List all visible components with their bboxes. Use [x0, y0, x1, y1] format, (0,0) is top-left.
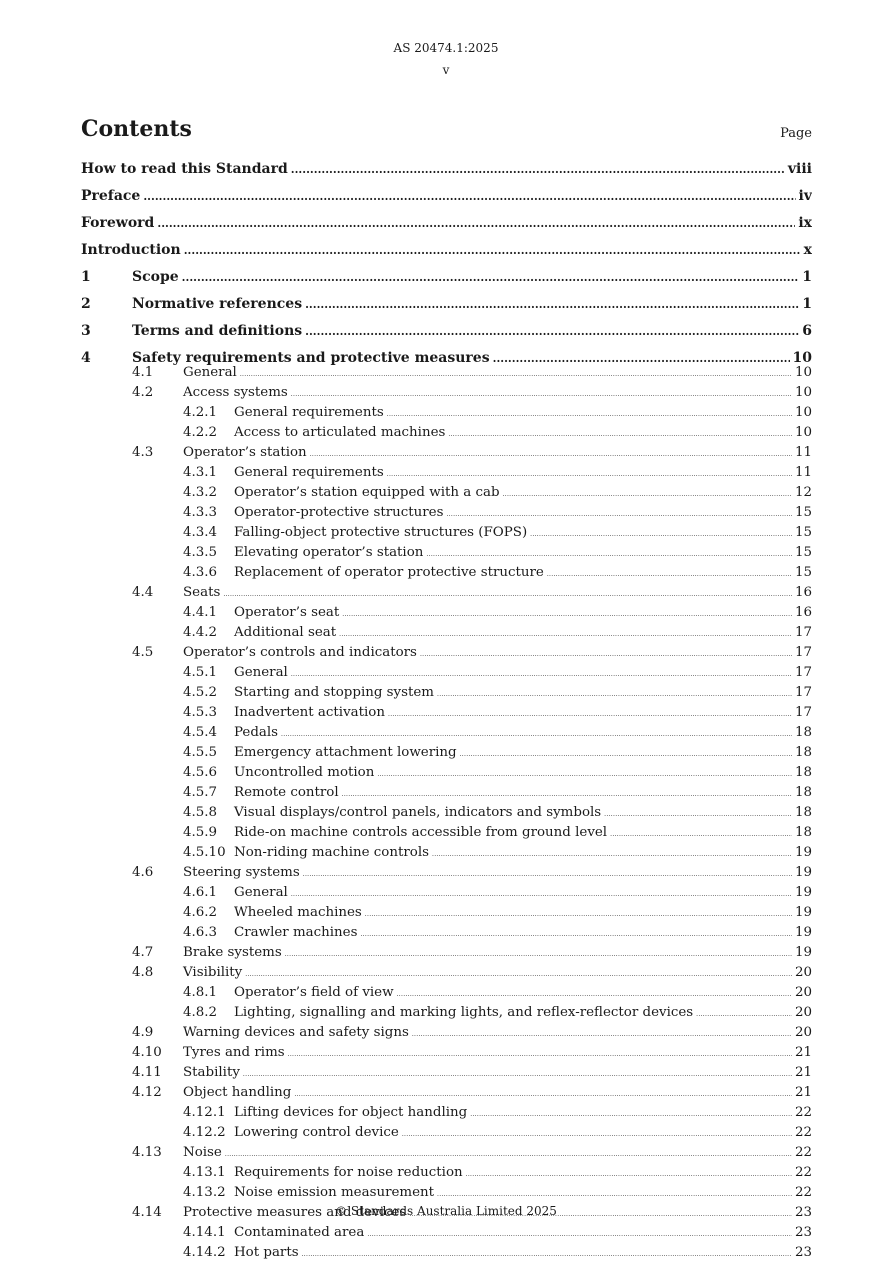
toc-entry-page: 18 [794, 745, 812, 760]
dot-leader [240, 364, 792, 384]
toc-entry[interactable] [81, 1064, 812, 1084]
toc-entry[interactable] [81, 924, 812, 944]
dot-leader [184, 237, 801, 264]
dot-leader [360, 924, 791, 944]
toc-entry[interactable] [81, 944, 812, 964]
toc-entry-page: 23 [794, 1245, 812, 1260]
toc-entry-title: Seats [183, 585, 221, 600]
toc-entry[interactable] [81, 318, 812, 345]
toc-entry-page: 17 [794, 685, 812, 700]
toc-entry-page: 22 [794, 1165, 812, 1180]
toc-entry-page: 15 [794, 525, 812, 540]
dot-leader [696, 1004, 792, 1024]
dot-leader [402, 1124, 792, 1144]
dot-leader [281, 724, 792, 744]
toc-entry-number: 4.3.4 [183, 525, 218, 540]
dot-leader [446, 504, 791, 524]
toc-entry-page: 17 [794, 705, 812, 720]
dot-leader [143, 183, 795, 210]
toc-entry-number: 4.3.3 [183, 505, 218, 520]
toc-entry-title: Foreword [81, 215, 155, 231]
toc-entry-title: Safety requirements and protective measures [132, 350, 490, 366]
dot-leader [547, 564, 792, 584]
toc-entry-page: 23 [794, 1225, 812, 1240]
toc-entry[interactable] [81, 1244, 812, 1264]
dot-leader [466, 1164, 792, 1184]
toc-entry-title: Lifting devices for object handling [234, 1105, 468, 1120]
toc-entry-title: Ride-on machine controls accessible from ground level [234, 825, 608, 840]
toc-entry-title: Falling-object protective structures (FOPS) [234, 525, 528, 540]
toc-entry-title: Operator’s controls and indicators [183, 645, 417, 660]
toc-entry-title: Operator-protective structures [234, 505, 444, 520]
toc-entry[interactable] [81, 1224, 812, 1244]
toc-entry-title: Operator’s station [183, 445, 307, 460]
toc-entry[interactable] [81, 884, 812, 904]
toc-entry-number: 4.3.2 [183, 485, 218, 500]
toc-entry-page: iv [798, 188, 812, 204]
toc-entry-number: 4.1 [132, 365, 154, 380]
toc-entry[interactable] [81, 444, 812, 464]
toc-entry-title: Steering systems [183, 865, 300, 880]
toc-entry-page: 1 [802, 296, 812, 312]
toc-entry-number: 4.14.1 [183, 1225, 226, 1240]
toc-entry-page: 19 [794, 865, 812, 880]
toc-entry[interactable] [81, 1104, 812, 1124]
toc-entry[interactable] [81, 210, 812, 237]
dot-leader [604, 804, 792, 824]
toc-entry-page: 22 [794, 1145, 812, 1160]
table-of-contents [81, 156, 812, 1264]
toc-entry-number: 4.3.6 [183, 565, 218, 580]
toc-entry[interactable] [81, 1144, 812, 1164]
dot-leader [420, 644, 792, 664]
toc-entry[interactable] [81, 237, 812, 264]
dot-leader [432, 844, 792, 864]
toc-entry-number: 4.2.2 [183, 425, 218, 440]
toc-entry-page: 6 [802, 323, 812, 339]
dot-leader [530, 524, 792, 544]
toc-entry-title: Uncontrolled motion [234, 765, 375, 780]
toc-entry-title: General requirements [234, 465, 384, 480]
toc-entry[interactable] [81, 724, 812, 744]
toc-entry[interactable] [81, 464, 812, 484]
page-column-label: Page [780, 126, 812, 141]
toc-entry-title: Warning devices and safety signs [183, 1025, 409, 1040]
toc-entry[interactable] [81, 424, 812, 444]
toc-entry-title: Pedals [234, 725, 279, 740]
toc-entry-page: 22 [794, 1105, 812, 1120]
toc-entry-title: Additional seat [234, 625, 337, 640]
toc-entry-page: 1 [802, 269, 812, 285]
dot-leader [437, 1184, 792, 1204]
dot-leader [377, 764, 792, 784]
toc-entry-title: Access systems [183, 385, 288, 400]
toc-entry-page: 17 [794, 625, 812, 640]
toc-entry-page: x [803, 242, 812, 258]
toc-entry-title: Lighting, signalling and marking lights, and reflex-reflector devices [234, 1005, 694, 1020]
toc-entry-number: 4 [81, 350, 91, 366]
toc-entry-number: 4.9 [132, 1025, 154, 1040]
toc-entry-title: Terms and definitions [132, 323, 303, 339]
toc-entry[interactable] [81, 624, 812, 644]
page-number: v [442, 63, 450, 77]
toc-entry-number: 4.5 [132, 645, 154, 660]
toc-entry-page: 11 [794, 445, 812, 460]
toc-entry-page: 10 [792, 350, 812, 366]
toc-entry[interactable] [81, 1184, 812, 1204]
toc-entry-number: 4.4 [132, 585, 154, 600]
toc-entry-title: Preface [81, 188, 141, 204]
toc-entry[interactable] [81, 484, 812, 504]
dot-leader [305, 291, 799, 318]
dot-leader [182, 264, 800, 291]
dot-leader [288, 1044, 792, 1064]
toc-entry-title: Brake systems [183, 945, 282, 960]
toc-entry[interactable] [81, 824, 812, 844]
toc-entry-title: Operator’s station equipped with a cab [234, 485, 500, 500]
toc-entry-title: Stability [183, 1065, 240, 1080]
toc-entry[interactable] [81, 524, 812, 544]
toc-entry-number: 4.8 [132, 965, 154, 980]
toc-entry-page: 18 [794, 765, 812, 780]
toc-entry-page: 20 [794, 965, 812, 980]
dot-leader [339, 624, 792, 644]
toc-entry[interactable] [81, 804, 812, 824]
toc-entry-page: 20 [794, 1025, 812, 1040]
toc-entry-title: Contaminated area [234, 1225, 365, 1240]
dot-leader [225, 1144, 792, 1164]
dot-leader [310, 444, 792, 464]
toc-entry-title: Crawler machines [234, 925, 358, 940]
dot-leader [342, 604, 792, 624]
dot-leader [285, 944, 792, 964]
toc-entry-title: General [234, 885, 288, 900]
toc-entry-title: Scope [132, 269, 179, 285]
toc-entry-title: Protective measures and devices [183, 1205, 407, 1220]
toc-entry-page: 10 [794, 365, 812, 380]
dot-leader [610, 824, 792, 844]
dot-leader [245, 964, 792, 984]
toc-entry[interactable] [81, 864, 812, 884]
toc-entry-number: 2 [81, 296, 91, 312]
dot-leader [460, 744, 792, 764]
toc-entry-page: 10 [794, 425, 812, 440]
dot-leader [291, 384, 792, 404]
toc-entry-number: 4.8.2 [183, 1005, 218, 1020]
dot-leader [412, 1024, 792, 1044]
toc-entry[interactable] [81, 664, 812, 684]
toc-entry-page: 19 [794, 845, 812, 860]
dot-leader [387, 464, 792, 484]
toc-entry-number: 4.6 [132, 865, 154, 880]
toc-entry-title: General requirements [234, 405, 384, 420]
document-id: AS 20474.1:2025 [393, 41, 499, 55]
toc-entry-title: Normative references [132, 296, 303, 312]
toc-entry-title: Lowering control device [234, 1125, 399, 1140]
toc-entry-number: 4.5.8 [183, 805, 218, 820]
toc-entry[interactable] [81, 384, 812, 404]
toc-entry[interactable] [81, 584, 812, 604]
toc-entry-title: Requirements for noise reduction [234, 1165, 463, 1180]
toc-entry-number: 1 [81, 269, 91, 285]
toc-entry-title: Object handling [183, 1085, 292, 1100]
toc-entry-title: How to read this Standard [81, 161, 288, 177]
toc-entry-title: Visual displays/control panels, indicators and symbols [234, 805, 602, 820]
toc-entry[interactable] [81, 1084, 812, 1104]
toc-entry[interactable] [81, 784, 812, 804]
toc-entry-page: ix [798, 215, 812, 231]
toc-entry[interactable] [81, 904, 812, 924]
toc-entry-title: Operator’s field of view [234, 985, 394, 1000]
toc-entry-title: Operator’s seat [234, 605, 340, 620]
toc-entry-number: 4.5.3 [183, 705, 218, 720]
toc-entry-number: 4.5.2 [183, 685, 218, 700]
toc-entry[interactable] [81, 1004, 812, 1024]
toc-entry-number: 4.12 [132, 1085, 162, 1100]
dot-leader [388, 704, 792, 724]
toc-entry-page: 22 [794, 1185, 812, 1200]
toc-entry-page: 20 [794, 1005, 812, 1020]
dot-leader [387, 404, 792, 424]
toc-entry[interactable] [81, 364, 812, 384]
toc-entry-title: Introduction [81, 242, 181, 258]
toc-entry-number: 4.14.2 [183, 1245, 226, 1260]
toc-entry-title: Replacement of operator protective structure [234, 565, 544, 580]
toc-entry-title: General [183, 365, 237, 380]
toc-entry[interactable] [81, 1024, 812, 1044]
dot-leader [243, 1064, 792, 1084]
toc-entry-number: 4.12.2 [183, 1125, 226, 1140]
toc-entry-title: Tyres and rims [183, 1045, 285, 1060]
toc-entry-page: 19 [794, 945, 812, 960]
dot-leader [437, 684, 792, 704]
toc-entry-number: 4.14 [132, 1205, 162, 1220]
toc-entry-page: 17 [794, 665, 812, 680]
toc-entry-number: 4.7 [132, 945, 154, 960]
toc-entry-page: 11 [794, 465, 812, 480]
toc-entry[interactable] [81, 764, 812, 784]
toc-entry[interactable] [81, 964, 812, 984]
toc-entry[interactable] [81, 264, 812, 291]
toc-entry-page: 18 [794, 805, 812, 820]
toc-entry-page: 10 [794, 385, 812, 400]
dot-leader [470, 1104, 792, 1124]
toc-entry[interactable] [81, 504, 812, 524]
dot-leader [426, 544, 792, 564]
toc-entry-title: Access to articulated machines [234, 425, 446, 440]
toc-entry-number: 4.6.2 [183, 905, 218, 920]
toc-entry-page: 10 [794, 405, 812, 420]
toc-entry-page: 18 [794, 725, 812, 740]
toc-entry-number: 4.13.1 [183, 1165, 226, 1180]
toc-entry-page: 19 [794, 925, 812, 940]
toc-entry-page: 16 [794, 585, 812, 600]
toc-entry[interactable] [81, 1164, 812, 1184]
dot-leader [367, 1224, 792, 1244]
toc-entry-number: 4.5.4 [183, 725, 218, 740]
toc-entry-page: 15 [794, 545, 812, 560]
toc-entry[interactable] [81, 1044, 812, 1064]
toc-entry-number: 4.6.1 [183, 885, 218, 900]
toc-entry-number: 4.5.5 [183, 745, 218, 760]
dot-leader [448, 424, 792, 444]
copyright-notice: © Standards Australia Limited 2025 [335, 1204, 557, 1218]
dot-leader [291, 884, 792, 904]
toc-entry-page: 15 [794, 505, 812, 520]
toc-entry-number: 4.5.10 [183, 845, 226, 860]
toc-entry[interactable] [81, 404, 812, 424]
toc-entry[interactable] [81, 183, 812, 210]
toc-entry-page: 18 [794, 825, 812, 840]
toc-entry-title: Starting and stopping system [234, 685, 434, 700]
toc-entry-title: Emergency attachment lowering [234, 745, 457, 760]
toc-entry[interactable] [81, 291, 812, 318]
toc-entry[interactable] [81, 604, 812, 624]
toc-entry-title: General [234, 665, 288, 680]
toc-entry-page: 21 [794, 1065, 812, 1080]
toc-entry-number: 4.3.5 [183, 545, 218, 560]
dot-leader [365, 904, 792, 924]
toc-entry-page: viii [787, 161, 812, 177]
toc-entry-number: 4.3 [132, 445, 154, 460]
toc-entry-number: 4.2.1 [183, 405, 218, 420]
toc-entry[interactable] [81, 704, 812, 724]
toc-entry[interactable] [81, 984, 812, 1004]
toc-entry-number: 4.5.6 [183, 765, 218, 780]
toc-entry[interactable] [81, 1124, 812, 1144]
toc-entry[interactable] [81, 564, 812, 584]
toc-entry-number: 4.4.2 [183, 625, 218, 640]
toc-entry-page: 12 [794, 485, 812, 500]
toc-entry-title: Elevating operator’s station [234, 545, 424, 560]
toc-entry-number: 4.3.1 [183, 465, 218, 480]
toc-entry-page: 22 [794, 1125, 812, 1140]
toc-entry-page: 19 [794, 905, 812, 920]
contents-heading: Contents [81, 116, 192, 142]
toc-entry-number: 4.13.2 [183, 1185, 226, 1200]
toc-entry-page: 23 [794, 1205, 812, 1220]
dot-leader [291, 664, 792, 684]
toc-entry-number: 4.12.1 [183, 1105, 226, 1120]
toc-entry-page: 17 [794, 645, 812, 660]
toc-entry-page: 18 [794, 785, 812, 800]
toc-entry[interactable] [81, 644, 812, 664]
toc-entry-title: Visibility [183, 965, 243, 980]
toc-entry-page: 21 [794, 1085, 812, 1100]
dot-leader [342, 784, 792, 804]
toc-entry[interactable] [81, 156, 812, 183]
dot-leader [302, 1244, 792, 1264]
toc-entry-number: 4.6.3 [183, 925, 218, 940]
dot-leader [303, 864, 792, 884]
toc-entry-title: Non-riding machine controls [234, 845, 429, 860]
toc-entry-number: 4.8.1 [183, 985, 218, 1000]
dot-leader [397, 984, 792, 1004]
toc-entry-page: 21 [794, 1045, 812, 1060]
toc-entry-number: 4.13 [132, 1145, 162, 1160]
toc-entry-title: Noise [183, 1145, 222, 1160]
toc-entry-number: 4.10 [132, 1045, 162, 1060]
toc-entry-number: 4.11 [132, 1065, 162, 1080]
toc-entry-title: Remote control [234, 785, 339, 800]
dot-leader [503, 484, 792, 504]
toc-entry-number: 4.5.9 [183, 825, 218, 840]
toc-entry-number: 3 [81, 323, 91, 339]
toc-entry-title: Hot parts [234, 1245, 299, 1260]
toc-entry[interactable] [81, 544, 812, 564]
toc-entry-number: 4.4.1 [183, 605, 218, 620]
toc-entry-page: 16 [794, 605, 812, 620]
toc-entry-title: Wheeled machines [234, 905, 362, 920]
toc-entry-page: 15 [794, 565, 812, 580]
toc-entry-title: Noise emission measurement [234, 1185, 435, 1200]
dot-leader [223, 584, 792, 604]
dot-leader [305, 318, 799, 345]
dot-leader [157, 210, 795, 237]
toc-entry[interactable] [81, 844, 812, 864]
dot-leader [291, 156, 785, 183]
dot-leader [294, 1084, 792, 1104]
toc-entry-number: 4.5.7 [183, 785, 218, 800]
toc-entry[interactable] [81, 684, 812, 704]
toc-entry-number: 4.5.1 [183, 665, 218, 680]
toc-entry-page: 19 [794, 885, 812, 900]
toc-entry-number: 4.2 [132, 385, 154, 400]
toc-entry[interactable] [81, 744, 812, 764]
toc-entry-title: Inadvertent activation [234, 705, 385, 720]
toc-entry-page: 20 [794, 985, 812, 1000]
